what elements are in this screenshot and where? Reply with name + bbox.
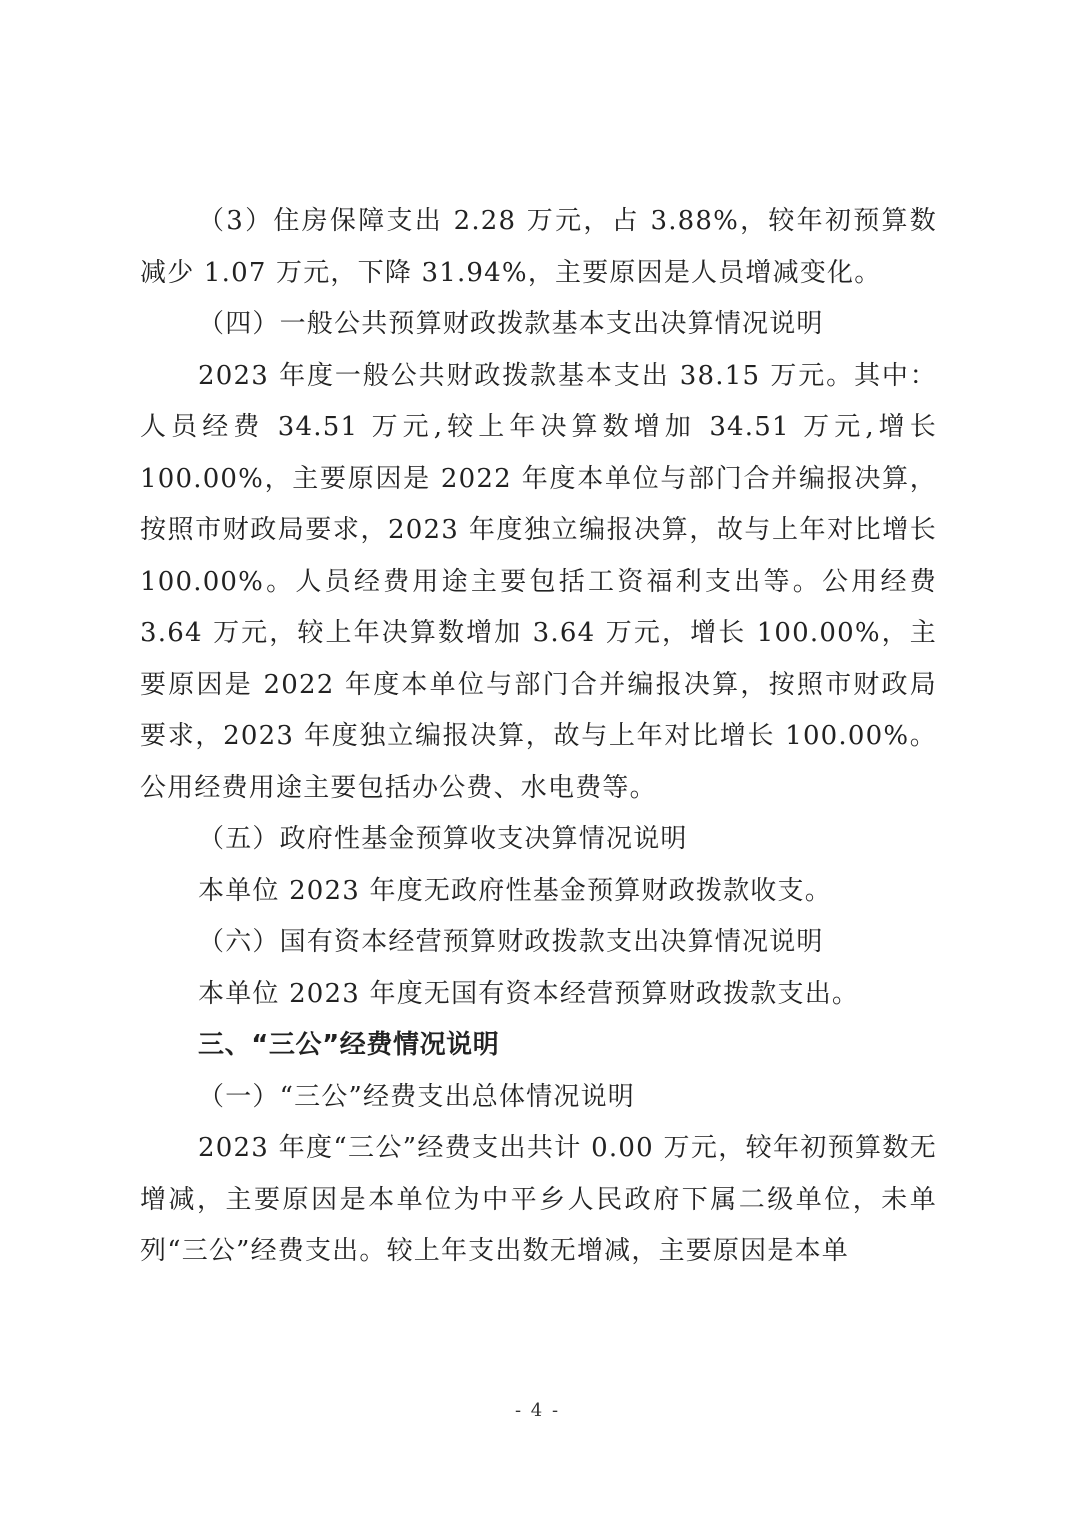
paragraph-housing-expense: （3）住房保障支出 2.28 万元，占 3.88%，较年初预算数减少 1.07 万元，下降 31.94%，主要原因是人员增减变化。 [140, 206, 937, 288]
heading-three-public-overall: （一）“三公”经费支出总体情况说明 [198, 1081, 635, 1112]
paragraph-gov-fund: 本单位 2023 年度无政府性基金预算财政拨款收支。 [198, 875, 832, 906]
section-three-public-expenses: 三、“三公”经费情况说明 [198, 1030, 500, 1060]
page-number: - 4 - [514, 1400, 561, 1421]
paragraph-basic-expense: 2023 年度一般公共财政拨款基本支出 38.15 万元。其中：人员经费 34.51 万元,较上年决算数增加 34.51 万元,增长 100.00%，主要原因是 2022 年度本单位与部门合并编报决算，按照市财政局要求，2023 年度独立编报决算，故与上年对比增长 100.00%。人员经费用途主要包括工资福利支出等。公用经费 3.64 万元，较上年决算数增加 3.64 万元，增长 100.00%，主要原因是 2022 年度本单位与部门合并编报决算，按照市财政局要求，2023 年度独立编报决算，故与上年对比增长 100.00%。公用经费用途主要包括办公费、水电费等。 [140, 360, 937, 803]
heading-state-capital: （六）国有资本经营预算财政拨款支出决算情况说明 [198, 927, 824, 957]
paragraph-three-public-overall: 2023 年度“三公”经费支出共计 0.00 万元，较年初预算数无增减，主要原因是本单位为中平乡人民政府下属二级单位，未单列“三公”经费支出。较上年支出数无增减，主要原因是本单 [140, 1133, 937, 1266]
heading-gov-fund: （五）政府性基金预算收支决算情况说明 [198, 824, 688, 854]
heading-basic-expense: （四）一般公共预算财政拨款基本支出决算情况说明 [198, 309, 824, 339]
document-body [140, 196, 937, 1278]
paragraph-state-capital: 本单位 2023 年度无国有资本经营预算财政拨款支出。 [198, 978, 860, 1009]
